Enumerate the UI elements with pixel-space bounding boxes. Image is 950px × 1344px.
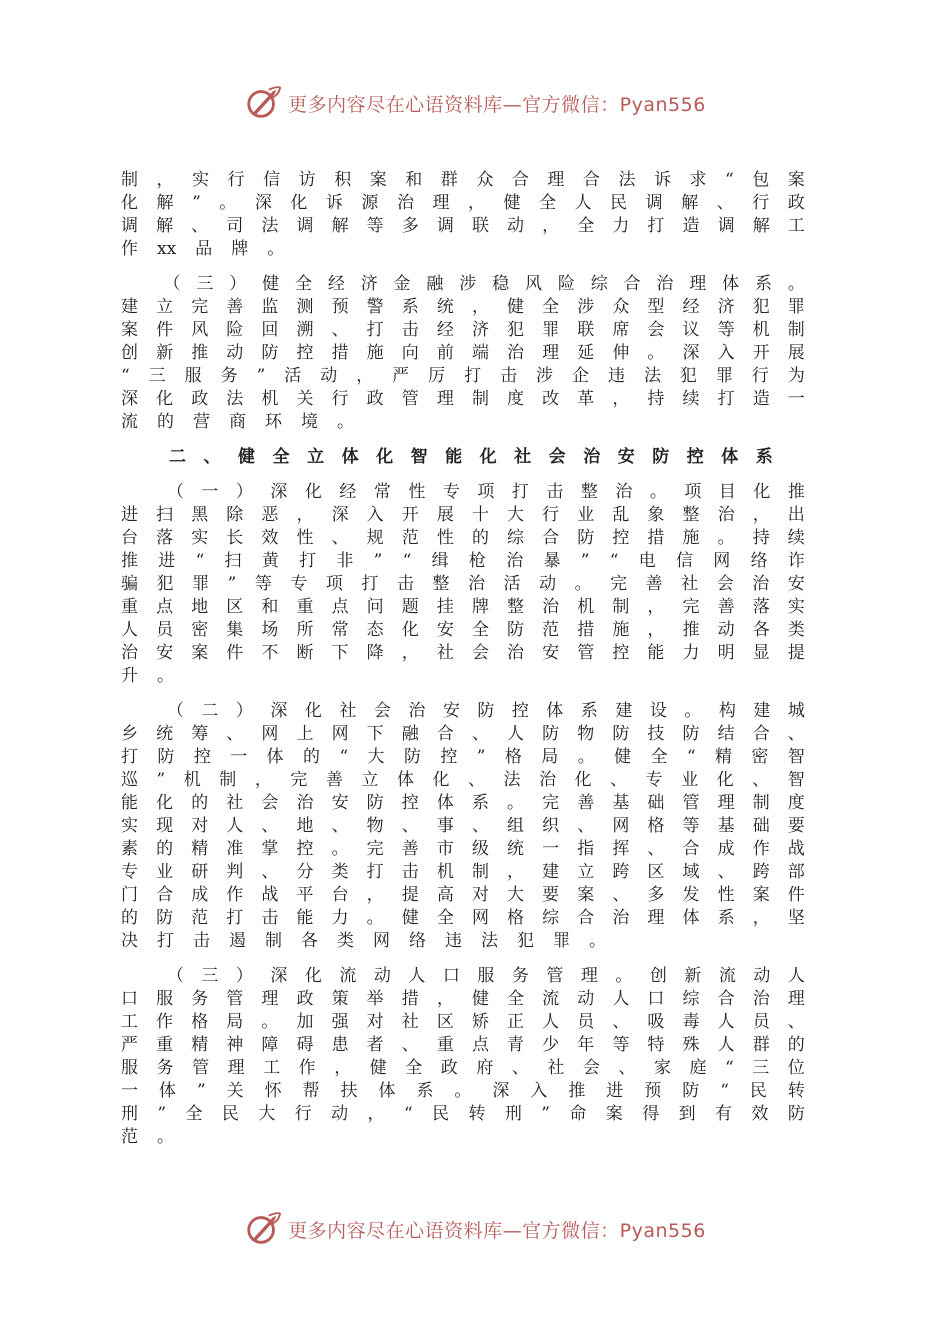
- text-line: （ 三 ） 深 化 流 动 人 口 服 务 管 理 。 创 新 流 动 人: [166, 966, 805, 986]
- text-line: （ 二 ） 深 化 社 会 治 安 防 控 体 系 建 设 。 构 建 城: [166, 701, 805, 721]
- paragraph: [121, 481, 805, 688]
- text-line: 口 服 务 管 理 政 策 举 措 ， 健 全 流 动 人 口 综 合 治 理: [121, 989, 805, 1009]
- text-line: 严 重 精 神 障 碍 患 者 、 重 点 青 少 年 等 特 殊 人 群 的: [121, 1035, 805, 1055]
- text-line: 深 化 政 法 机 关 行 政 管 理 制 度 改 革 ， 持 续 打 造 一: [121, 389, 805, 409]
- text-line: 工 作 格 局 。 加 强 对 社 区 矫 正 人 员 、 吸 毒 人 员 、: [121, 1012, 805, 1032]
- text-line: 范 。: [121, 1127, 174, 1147]
- text-line: 作 xx 品 牌 。: [121, 239, 285, 259]
- paragraph: [121, 700, 805, 953]
- text-line: 实 现 对 人 、 地 、 物 、 事 、 组 织 、 网 格 等 基 础 要: [121, 816, 805, 836]
- text-line: 升 。: [121, 666, 174, 686]
- text-line: 治 安 案 件 不 断 下 降 ， 社 会 治 安 管 控 能 力 明 显 提: [121, 643, 805, 663]
- text-line: 专 业 研 判 、 分 类 打 击 机 制 ， 建 立 跨 区 域 、 跨 部: [121, 862, 805, 882]
- document-body: [121, 169, 805, 1161]
- banner-text: 更多内容尽在心语资料库—官方微信：Pyan556: [288, 93, 706, 116]
- text-line: 制 ， 实 行 信 访 积 案 和 群 众 合 理 合 法 诉 求 “ 包 案: [121, 170, 805, 190]
- quill-logo-icon: [244, 1210, 282, 1248]
- header-banner: [0, 80, 950, 126]
- paragraph: [121, 273, 805, 434]
- text-line: 打 防 控 一 体 的 “ 大 防 控 ” 格 局 。 健 全 “ 精 密 智: [121, 747, 805, 767]
- banner-text: 更多内容尽在心语资料库—官方微信：Pyan556: [288, 1219, 706, 1242]
- text-line: 一 体 ” 关 怀 帮 扶 体 系 。 深 入 推 进 预 防 “ 民 转: [121, 1081, 805, 1101]
- text-line: 推 进 “ 扫 黄 打 非 ” “ 缉 枪 治 暴 ” “ 电 信 网 络 诈: [121, 551, 805, 571]
- text-line: 流 的 营 商 环 境 。: [121, 412, 354, 432]
- text-line: （ 三 ） 健 全 经 济 金 融 涉 稳 风 险 综 合 治 理 体 系 。: [163, 274, 805, 294]
- text-line: 台 落 实 长 效 性 、 规 范 性 的 综 合 防 控 措 施 。 持 续: [121, 528, 805, 548]
- text-line: 服 务 管 理 工 作 ， 健 全 政 府 、 社 会 、 家 庭 “ 三 位: [121, 1058, 805, 1078]
- paragraph: [121, 169, 805, 261]
- text-line: 调 解 、 司 法 调 解 等 多 调 联 动 ， 全 力 打 造 调 解 工: [121, 216, 805, 236]
- text-line: 二 、 健 全 立 体 化 智 能 化 社 会 治 安 防 控 体 系: [169, 447, 773, 467]
- quill-logo-icon: [244, 84, 282, 122]
- text-line: 巡 ” 机 制 ， 完 善 立 体 化 、 法 治 化 、 专 业 化 、 智: [121, 770, 805, 790]
- text-line: 决 打 击 遏 制 各 类 网 络 违 法 犯 罪 。: [121, 931, 606, 951]
- text-line: 化 解 ” 。 深 化 诉 源 治 理 ， 健 全 人 民 调 解 、 行 政: [121, 193, 805, 213]
- text-line: 能 化 的 社 会 治 安 防 控 体 系 。 完 善 基 础 管 理 制 度: [121, 793, 805, 813]
- text-line: 人 员 密 集 场 所 常 态 化 安 全 防 范 措 施 ， 推 动 各 类: [121, 620, 805, 640]
- text-line: “ 三 服 务 ” 活 动 ， 严 厉 打 击 涉 企 违 法 犯 罪 行 为: [121, 366, 805, 386]
- text-line: 创 新 推 动 防 控 措 施 向 前 端 治 理 延 伸 。 深 入 开 展: [121, 343, 805, 363]
- text-line: 骗 犯 罪 ” 等 专 项 打 击 整 治 活 动 。 完 善 社 会 治 安: [121, 574, 805, 594]
- text-line: 门 合 成 作 战 平 台 ， 提 高 对 大 要 案 、 多 发 性 案 件: [121, 885, 805, 905]
- text-line: 乡 统 筹 、 网 上 网 下 融 合 、 人 防 物 防 技 防 结 合 、: [121, 724, 805, 744]
- text-line: 刑 ” 全 民 大 行 动 ， “ 民 转 刑 ” 命 案 得 到 有 效 防: [121, 1104, 805, 1124]
- footer-banner: [0, 1206, 950, 1252]
- section-heading: [121, 446, 805, 469]
- text-line: 建 立 完 善 监 测 预 警 系 统 ， 健 全 涉 众 型 经 济 犯 罪: [121, 297, 805, 317]
- paragraph: [121, 965, 805, 1149]
- text-line: 素 的 精 准 掌 控 。 完 善 市 级 统 一 指 挥 、 合 成 作 战: [121, 839, 805, 859]
- text-line: 的 防 范 打 击 能 力 。 健 全 网 格 综 合 治 理 体 系 ， 坚: [121, 908, 805, 928]
- text-line: 案 件 风 险 回 溯 、 打 击 经 济 犯 罪 联 席 会 议 等 机 制: [121, 320, 805, 340]
- text-line: 进 扫 黑 除 恶 ， 深 入 开 展 十 大 行 业 乱 象 整 治 ， 出: [121, 505, 805, 525]
- text-line: 重 点 地 区 和 重 点 问 题 挂 牌 整 治 机 制 ， 完 善 落 实: [121, 597, 805, 617]
- text-line: （ 一 ） 深 化 经 常 性 专 项 打 击 整 治 。 项 目 化 推: [166, 482, 805, 502]
